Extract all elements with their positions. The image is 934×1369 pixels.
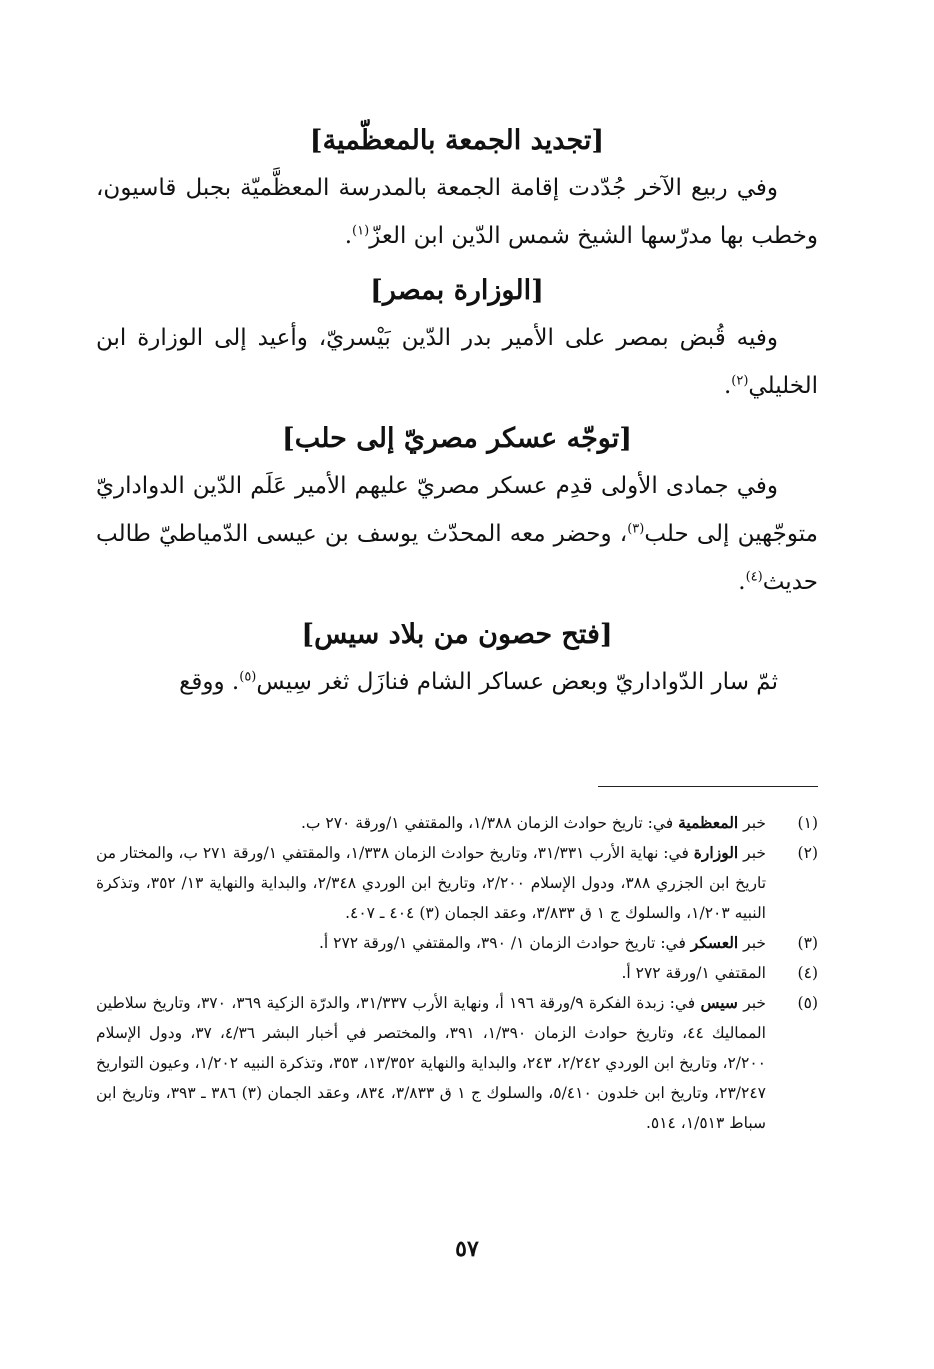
footnote-text	[96, 928, 766, 958]
footnote-keyword: الوزارة	[693, 843, 739, 862]
paragraph-sis-text: ثمّ سار الدّواداريّ وبعض عساكر الشام فنازَل ثغر سِيس	[256, 669, 778, 695]
footnote-text	[96, 808, 766, 838]
paragraph-askar-mid: ، وحضر معه المحدّث يوسف بن عيسى الدّمياطيّ طالب حديث	[96, 521, 818, 595]
paragraph-askar-end: .	[738, 569, 746, 595]
paragraph-askar-text: وفي جمادى الأولى قدِم عسكر مصريّ عليهم الأمير عَلَم الدّين الدواداريّ متوجّهين إلى حلب	[96, 473, 818, 547]
footnote-rest: في: تاريخ حوادث الزمان ١/ ٣٩٠، والمقتفي ١/ورقة ٢٧٢ أ.	[318, 934, 691, 952]
footnote-keyword: العسكر	[690, 933, 739, 952]
footnote-number: (١)	[797, 814, 818, 832]
paragraph-wizara	[96, 314, 818, 410]
footnote-5	[96, 988, 818, 1138]
footnote-ref-3[interactable]: (٣)	[627, 521, 645, 537]
footnote-ref-2[interactable]: (٢)	[731, 373, 749, 389]
paragraph-jumua-end: .	[344, 223, 353, 249]
paragraph-sis	[96, 658, 818, 706]
section-heading-wizara: [الوزارة بمصر]	[370, 275, 544, 306]
footnote-keyword: سيس	[700, 993, 738, 1012]
section-heading-sis: [فتح حصون من بلاد سيس]	[301, 619, 613, 650]
page-body	[96, 110, 818, 1369]
footnote-number: (٢)	[797, 844, 818, 862]
footnote-1	[96, 808, 818, 838]
footnote-2	[96, 838, 818, 928]
footnote-rest: في: نهاية الأرب ٣١/٣٣١، وتاريخ حوادث الزمان ١/٣٣٨، والمقتفي ١/ورقة ٢٧١ ب، والمختار من تاريخ ابن الجزري ٣٨٨، ودول الإسلام ٢/٢٠٠، وتاريخ ابن الوردي ٢/٣٤٨، والبداية والنهاية ١٣/ ٣٥٢، وتذكرة النبيه ١/٢٠٣، والسلوك ج ١ ق ٣/٨٣٣، وعقد الجمان (٣) ٤٠٤ ـ ٤٠٧.	[96, 844, 767, 922]
footnote-ref-1[interactable]: (١)	[352, 223, 370, 239]
footnote-rest: في: زبدة الفكرة ٩/ورقة ١٩٦ أ، ونهاية الأرب ٣١/٣٣٧، والدرّة الزكية ٣٦٩، ٣٧٠، وتاريخ سلاطين المماليك ٤٤، وتاريخ حوادث الزمان ١/٣٩٠، ٣٩١، والمختصر في أخبار البشر ٤/٣٦، ٣٧، ودول الإسلام ٢/٢٠٠، وتاريخ ابن الوردي ٢/٢٤٢، ٢٤٣، والبداية والنهاية ١٣/٣٥٢، ٣٥٣، وتذكرة النبيه ١/٢٠٢، وعيون التواريخ ٢٣/٢٤٧، وتاريخ ابن خلدون ٥/٤١٠، والسلوك ج ١ ق ٣/٨٣٣، ٨٣٤، وعقد الجمان (٣) ٣٨٦ ـ ٣٩٣، وتاريخ ابن سباط ١/٥١٣، ٥١٤.	[96, 994, 766, 1132]
footnote-ref-4[interactable]: (٤)	[745, 569, 763, 585]
section-heading-jumua: [تجديد الجمعة بالمعظّمية]	[309, 125, 605, 156]
footnote-3	[96, 928, 818, 958]
footnote-keyword: المعظمية	[678, 813, 739, 832]
footnote-number: (٣)	[797, 934, 818, 952]
footnote-text	[96, 988, 766, 1138]
footnote-lead: خبر	[738, 814, 766, 832]
paragraph-jumua	[96, 164, 818, 260]
footnote-number: (٤)	[797, 964, 818, 982]
paragraph-sis-end: . ووقع	[179, 669, 240, 695]
section-heading-askar: [توجّه عسكر مصريّ إلى حلب]	[281, 423, 633, 454]
footnote-lead: خبر	[738, 844, 766, 862]
footnote-text	[96, 838, 766, 928]
footnote-ref-5[interactable]: (٥)	[239, 669, 257, 685]
footnote-rest: المقتفي ١/ورقة ٢٧٢ أ.	[621, 964, 766, 982]
paragraph-jumua-text: وفي ربيع الآخر جُدّدت إقامة الجمعة بالمدرسة المعظَّميّة بجبل قاسيون، وخطب بها مدرّسها الشيخ شمس الدّين ابن العزّ	[96, 175, 818, 249]
page-number: ٥٧	[455, 1236, 479, 1262]
footnote-lead: خبر	[738, 934, 766, 952]
footnote-divider	[598, 786, 818, 787]
footnote-rest: في: تاريخ حوادث الزمان ١/٣٨٨، والمقتفي ١/ورقة ٢٧٠ ب.	[300, 814, 679, 832]
footnotes	[96, 808, 818, 1138]
footnote-4	[96, 958, 818, 988]
footnote-number: (٥)	[797, 994, 818, 1012]
paragraph-wizara-end: .	[723, 373, 732, 399]
paragraph-wizara-text: وفيه قُبض بمصر على الأمير بدر الدّين بَيْسريّ، وأعيد إلى الوزارة ابن الخليلي	[96, 325, 818, 399]
footnote-text	[96, 958, 766, 988]
footnote-lead: خبر	[737, 994, 767, 1012]
paragraph-askar	[96, 462, 818, 606]
